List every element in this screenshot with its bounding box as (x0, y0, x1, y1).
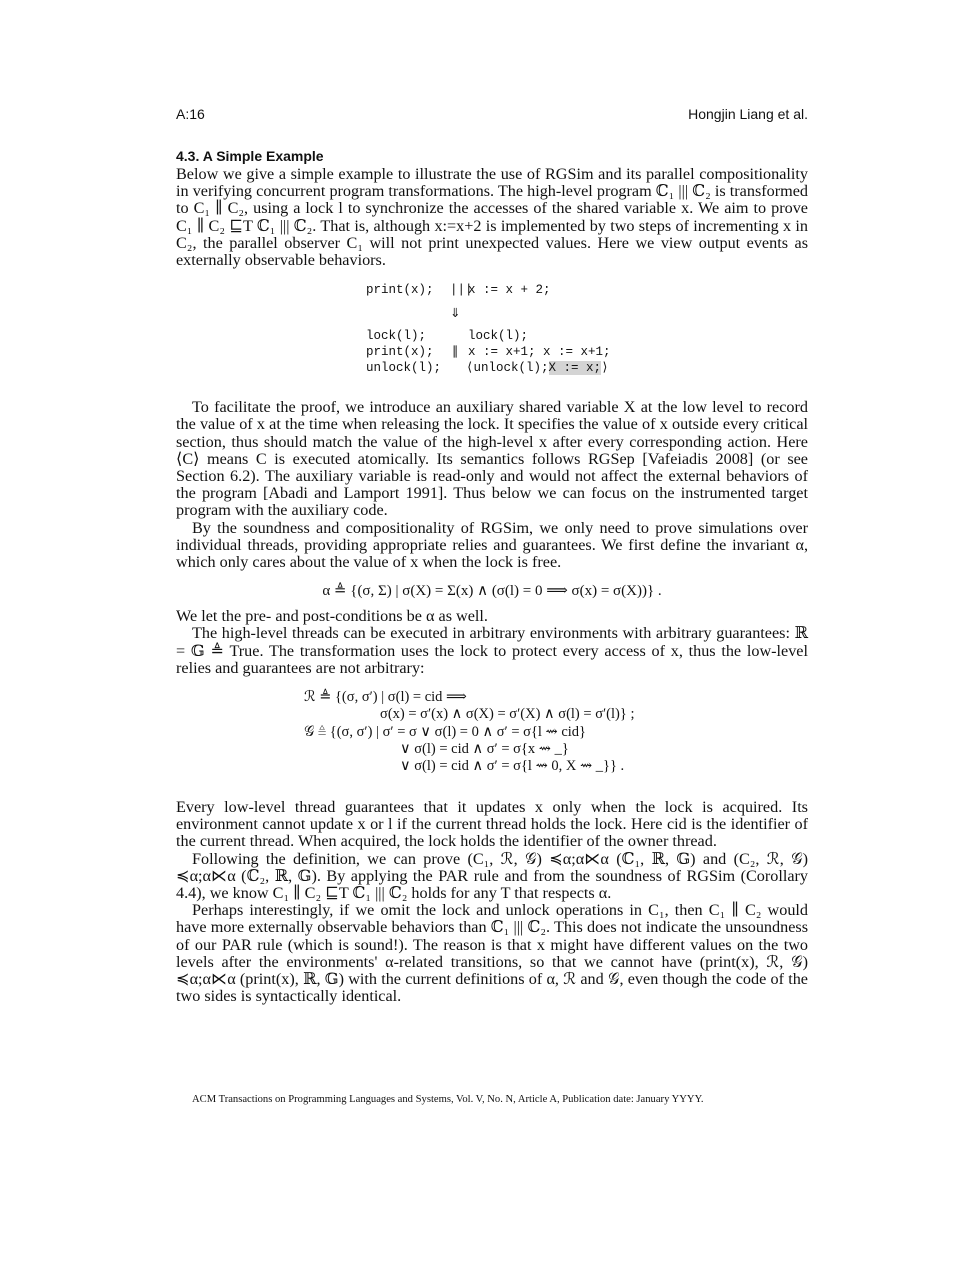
author-header: Hongjin Liang et al. (688, 106, 808, 122)
paper-page (176, 106, 808, 1006)
rely-guarantee-definitions (176, 689, 808, 791)
code-transformation (176, 283, 808, 383)
rely-def-line-2: σ(x) = σ′(x) ∧ σ(X) = σ′(X) ∧ σ(l) = σ′(l)} ; (380, 706, 635, 723)
code-low-right-2: x := x+1; x := x+1; (468, 345, 611, 360)
paragraph-lock-guarantee: Every low-level thread guarantees that it updates x only when the lock is acquired. Its environment cannot update x or l if the current thread holds the lock. Here cid is the identifier of the current thread. When acquired, the lock holds the identifier of the owner thread. (176, 798, 808, 851)
code-atomic-unlock: ⟨unlock(l); (466, 361, 549, 376)
code-low-separator: ∥ (452, 345, 459, 360)
paragraph-intro: Below we give a simple example to illustrate the use of RGSim and its parallel compositionality in verifying concurrent program transformations. The high-level program ℂ₁ ||| ℂ₂ is transformed to C₁ ∥ C₂, using a lock l to synchronize the accesses of the shared variable x. We aim to prove C₁ ∥ C₂ ⊑T ℂ₁ ||| ℂ₂. That is, although x:=x+2 is implemented by two steps of incrementing x in C₂, the parallel observer C₁ will not print unexpected values. Here we view output events as externally observable behaviors. (176, 165, 808, 270)
paragraph-pre-post: We let the pre- and post-conditions be α as well. (176, 607, 488, 626)
page-number: A:16 (176, 106, 205, 122)
paragraph-interestingly: Perhaps interestingly, if we omit the lock and unlock operations in C₁, then C₁ ∥ C₂ would have more externally observable behaviors than ℂ₁ ||| ℂ₂. This does not indicate the unsoundness of our PAR rule (which is sound!). The reason is that x might have different values on the two levels after the environments' α-related transitions, so that we cannot have (print(x), ℛ, 𝒢) ≼α;α⋉α (print(x), ℝ, 𝔾) with the current definitions of α, ℛ and 𝒢, even though the code of the two sides is syntactically identical. (176, 901, 808, 1006)
paragraph-following: Following the definition, we can prove (C₁, ℛ, 𝒢) ≼α;α⋉α (ℂ₁, ℝ, 𝔾) and (C₂, ℛ, 𝒢) ≼α;α⋉α (ℂ₂, ℝ, 𝔾). By applying the PAR rule and from the soundness of RGSim (Corollary 4.4), we know C₁ ∥ C₂ ⊑T ℂ₁ ||| ℂ₂ holds for any T that respects α. (176, 849, 808, 903)
rely-def-line-1: ℛ ≜ {(σ, σ′) | σ(l) = cid ⟹ (304, 689, 467, 706)
code-low-left-2: print(x); (366, 345, 434, 360)
paragraph-high-level: The high-level threads can be executed in arbitrary environments with arbitrary guarantees: ℝ = 𝔾 ≜ True. The transformation uses the lock to protect every access of x, thus the low-level relies and guarantees are not arbitrary: (176, 624, 808, 677)
code-auxiliary-highlight: X := x; (548, 361, 602, 376)
paragraph-auxiliary: To facilitate the proof, we introduce an auxiliary shared variable X at the low level to record the value of x at the time when releasing the lock. It specifies the value of x outside every critical section, thus should match the value of the high-level x after every corresponding action. Here ⟨C⟩ means C is executed atomically. Its semantics follows RGSep [Vafeiadis 2008] (or see Section 6.2). The auxiliary variable is read-only and would not affect the external behaviors of the program [Abadi and Lamport 1991]. Thus below we can focus on the instrumented target program with the auxiliary code. (176, 398, 808, 520)
transform-arrow-icon: ⇓ (450, 305, 461, 321)
guarantee-def-line-3: ∨ σ(l) = cid ∧ σ′ = σ{l ⇝ 0, X ⇝ _}} . (400, 758, 625, 775)
paragraph-soundness: By the soundness and compositionality of RGSim, we only need to prove simulations over individual threads, providing appropriate relies and guarantees. We first define the invariant α, which only cares about the value of x when the lock is free. (176, 518, 808, 572)
code-high-left: print(x); (366, 283, 434, 298)
code-high-right: x := x + 2; (468, 283, 551, 298)
code-low-left-1: lock(l); (366, 329, 427, 344)
section-title: 4.3. A Simple Example (176, 148, 324, 164)
running-header (176, 106, 808, 126)
guarantee-def-line-1: 𝒢 ≜ {(σ, σ′) | σ′ = σ ∨ σ(l) = 0 ∧ σ′ = σ{l ⇝ cid} (304, 724, 587, 741)
code-low-right-3 (466, 361, 609, 376)
code-low-left-3: unlock(l); (366, 361, 442, 376)
code-high-separator: ||| (450, 283, 473, 298)
code-low-right-1: lock(l); (468, 329, 529, 344)
alpha-definition: α ≜ {(σ, Σ) | σ(X) = Σ(x) ∧ (σ(l) = 0 ⟹ σ(x) = σ(X))} . (322, 583, 662, 600)
guarantee-def-line-2: ∨ σ(l) = cid ∧ σ′ = σ{x ⇝ _} (400, 741, 569, 758)
journal-footer: ACM Transactions on Programming Languages and Systems, Vol. V, No. N, Article A, Publication date: January YYYY. (192, 1094, 704, 1105)
code-atomic-close: ⟩ (601, 361, 609, 376)
